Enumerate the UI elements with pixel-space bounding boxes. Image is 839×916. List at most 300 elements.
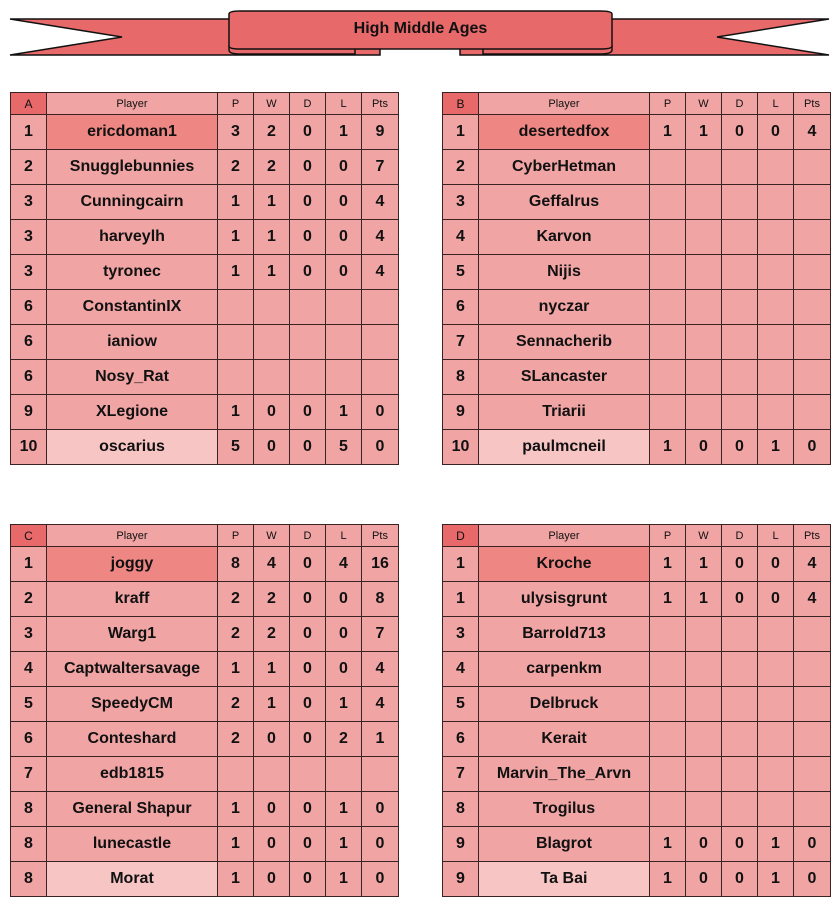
- rank-cell: 10: [443, 430, 479, 465]
- draws-cell: 0: [290, 862, 326, 897]
- points-cell: 4: [794, 115, 831, 150]
- wins-cell: [254, 360, 290, 395]
- wins-cell: 0: [686, 862, 722, 897]
- points-cell: [794, 395, 831, 430]
- standings-row: [11, 115, 399, 150]
- wins-cell: 1: [254, 652, 290, 687]
- played-cell: 2: [218, 687, 254, 722]
- points-cell: 0: [362, 792, 399, 827]
- wins-cell: 1: [686, 115, 722, 150]
- column-header-player: Player: [47, 525, 218, 547]
- played-cell: 2: [218, 617, 254, 652]
- losses-cell: [758, 325, 794, 360]
- column-header-w: W: [686, 93, 722, 115]
- rank-cell: 6: [11, 290, 47, 325]
- wins-cell: 1: [686, 582, 722, 617]
- player-cell: SpeedyCM: [47, 687, 218, 722]
- rank-cell: 1: [11, 115, 47, 150]
- draws-cell: [722, 360, 758, 395]
- draws-cell: 0: [290, 582, 326, 617]
- played-cell: [650, 290, 686, 325]
- losses-cell: 1: [326, 687, 362, 722]
- points-cell: [794, 757, 831, 792]
- draws-cell: [722, 792, 758, 827]
- player-cell: XLegione: [47, 395, 218, 430]
- points-cell: [794, 150, 831, 185]
- wins-cell: [254, 325, 290, 360]
- player-cell: Geffalrus: [479, 185, 650, 220]
- player-cell: tyronec: [47, 255, 218, 290]
- column-header-pts: Pts: [362, 525, 399, 547]
- header-row: [443, 93, 831, 115]
- points-cell: 0: [794, 430, 831, 465]
- wins-cell: 1: [254, 687, 290, 722]
- wins-cell: [686, 360, 722, 395]
- standings-row: [11, 757, 399, 792]
- standings-row: [11, 290, 399, 325]
- played-cell: [218, 360, 254, 395]
- standings-row: [443, 220, 831, 255]
- wins-cell: 1: [686, 547, 722, 582]
- standings-row: [11, 325, 399, 360]
- rank-cell: 3: [11, 185, 47, 220]
- points-cell: 4: [362, 220, 399, 255]
- played-cell: 1: [650, 827, 686, 862]
- player-cell: edb1815: [47, 757, 218, 792]
- losses-cell: [326, 757, 362, 792]
- wins-cell: 0: [686, 430, 722, 465]
- standings-row: [11, 827, 399, 862]
- played-cell: [650, 652, 686, 687]
- player-cell: Blagrot: [479, 827, 650, 862]
- draws-cell: [290, 325, 326, 360]
- column-header-l: L: [326, 525, 362, 547]
- points-cell: [362, 757, 399, 792]
- standings-row: [443, 115, 831, 150]
- losses-cell: 5: [326, 430, 362, 465]
- points-cell: 4: [794, 582, 831, 617]
- played-cell: [218, 757, 254, 792]
- player-cell: harveylh: [47, 220, 218, 255]
- draws-cell: [722, 255, 758, 290]
- draws-cell: 0: [722, 582, 758, 617]
- played-cell: 1: [218, 395, 254, 430]
- column-header-w: W: [686, 525, 722, 547]
- player-cell: Morat: [47, 862, 218, 897]
- wins-cell: [254, 757, 290, 792]
- rank-cell: 3: [443, 185, 479, 220]
- losses-cell: [758, 617, 794, 652]
- standings-row: [11, 722, 399, 757]
- losses-cell: 1: [326, 827, 362, 862]
- points-cell: [794, 617, 831, 652]
- draws-cell: [290, 360, 326, 395]
- column-header-d: D: [722, 525, 758, 547]
- losses-cell: [758, 150, 794, 185]
- played-cell: [650, 687, 686, 722]
- played-cell: 1: [218, 827, 254, 862]
- group-b-table: [442, 92, 831, 465]
- draws-cell: [722, 757, 758, 792]
- rank-cell: 2: [11, 150, 47, 185]
- standings-row: [443, 547, 831, 582]
- column-header-pts: Pts: [794, 93, 831, 115]
- losses-cell: [326, 360, 362, 395]
- draws-cell: [722, 617, 758, 652]
- rank-cell: 3: [443, 617, 479, 652]
- losses-cell: 1: [326, 115, 362, 150]
- wins-cell: [686, 757, 722, 792]
- played-cell: [650, 395, 686, 430]
- standings-row: [443, 255, 831, 290]
- losses-cell: [758, 290, 794, 325]
- points-cell: 16: [362, 547, 399, 582]
- rank-cell: 1: [11, 547, 47, 582]
- losses-cell: 0: [326, 582, 362, 617]
- standings-row: [443, 430, 831, 465]
- rank-cell: 4: [11, 652, 47, 687]
- played-cell: 8: [218, 547, 254, 582]
- player-cell: Sennacherib: [479, 325, 650, 360]
- losses-cell: [758, 395, 794, 430]
- losses-cell: [758, 255, 794, 290]
- group-label: D: [443, 525, 479, 547]
- group-label: B: [443, 93, 479, 115]
- played-cell: 1: [650, 547, 686, 582]
- rank-cell: 5: [443, 687, 479, 722]
- standings-row: [11, 430, 399, 465]
- group-label: C: [11, 525, 47, 547]
- played-cell: 1: [650, 430, 686, 465]
- draws-cell: 0: [290, 652, 326, 687]
- wins-cell: [254, 290, 290, 325]
- rank-cell: 8: [443, 360, 479, 395]
- rank-cell: 2: [443, 150, 479, 185]
- player-cell: desertedfox: [479, 115, 650, 150]
- played-cell: 1: [650, 115, 686, 150]
- standings-row: [11, 395, 399, 430]
- draws-cell: [722, 150, 758, 185]
- header-row: [11, 93, 399, 115]
- rank-cell: 8: [443, 792, 479, 827]
- column-header-d: D: [290, 525, 326, 547]
- rank-cell: 9: [11, 395, 47, 430]
- played-cell: 2: [218, 582, 254, 617]
- header-row: [443, 525, 831, 547]
- played-cell: 1: [650, 862, 686, 897]
- played-cell: 1: [218, 220, 254, 255]
- losses-cell: [758, 687, 794, 722]
- column-header-p: P: [650, 93, 686, 115]
- standings-row: [443, 792, 831, 827]
- rank-cell: 1: [443, 115, 479, 150]
- draws-cell: 0: [290, 185, 326, 220]
- draws-cell: [722, 290, 758, 325]
- losses-cell: 0: [326, 652, 362, 687]
- player-cell: Cunningcairn: [47, 185, 218, 220]
- standings-row: [11, 652, 399, 687]
- points-cell: 4: [794, 547, 831, 582]
- wins-cell: 2: [254, 582, 290, 617]
- column-header-player: Player: [47, 93, 218, 115]
- rank-cell: 3: [11, 255, 47, 290]
- losses-cell: 0: [758, 582, 794, 617]
- losses-cell: 1: [758, 827, 794, 862]
- points-cell: 1: [362, 722, 399, 757]
- draws-cell: 0: [290, 617, 326, 652]
- standings-row: [11, 255, 399, 290]
- player-cell: Nijis: [479, 255, 650, 290]
- losses-cell: [758, 220, 794, 255]
- standings-row: [443, 150, 831, 185]
- player-cell: Marvin_The_Arvn: [479, 757, 650, 792]
- played-cell: 5: [218, 430, 254, 465]
- player-cell: lunecastle: [47, 827, 218, 862]
- losses-cell: [758, 757, 794, 792]
- wins-cell: [686, 290, 722, 325]
- player-cell: ericdoman1: [47, 115, 218, 150]
- points-cell: [794, 360, 831, 395]
- draws-cell: 0: [290, 722, 326, 757]
- standings-row: [443, 617, 831, 652]
- wins-cell: [686, 687, 722, 722]
- points-cell: 0: [362, 395, 399, 430]
- wins-cell: 1: [254, 185, 290, 220]
- rank-cell: 8: [11, 862, 47, 897]
- draws-cell: [290, 290, 326, 325]
- wins-cell: 0: [254, 827, 290, 862]
- losses-cell: [758, 652, 794, 687]
- played-cell: [650, 255, 686, 290]
- draws-cell: 0: [722, 115, 758, 150]
- draws-cell: 0: [290, 115, 326, 150]
- rank-cell: 9: [443, 395, 479, 430]
- points-cell: [362, 325, 399, 360]
- column-header-d: D: [290, 93, 326, 115]
- draws-cell: 0: [722, 862, 758, 897]
- wins-cell: 1: [254, 220, 290, 255]
- column-header-p: P: [650, 525, 686, 547]
- rank-cell: 6: [443, 290, 479, 325]
- played-cell: [218, 290, 254, 325]
- standings-row: [443, 862, 831, 897]
- column-header-p: P: [218, 525, 254, 547]
- played-cell: 1: [218, 792, 254, 827]
- played-cell: [650, 722, 686, 757]
- points-cell: 0: [362, 430, 399, 465]
- losses-cell: [326, 290, 362, 325]
- standings-row: [443, 185, 831, 220]
- points-cell: [794, 687, 831, 722]
- standings-row: [11, 185, 399, 220]
- wins-cell: [686, 255, 722, 290]
- points-cell: 8: [362, 582, 399, 617]
- wins-cell: [686, 150, 722, 185]
- wins-cell: 0: [254, 430, 290, 465]
- points-cell: [794, 722, 831, 757]
- column-header-pts: Pts: [362, 93, 399, 115]
- losses-cell: 1: [758, 430, 794, 465]
- wins-cell: 0: [254, 792, 290, 827]
- played-cell: 1: [218, 652, 254, 687]
- wins-cell: 4: [254, 547, 290, 582]
- draws-cell: [722, 652, 758, 687]
- rank-cell: 9: [443, 862, 479, 897]
- rank-cell: 2: [11, 582, 47, 617]
- player-cell: Ta Bai: [479, 862, 650, 897]
- player-cell: joggy: [47, 547, 218, 582]
- page-title: High Middle Ages: [353, 20, 488, 37]
- standings-row: [443, 360, 831, 395]
- points-cell: 4: [362, 185, 399, 220]
- wins-cell: [686, 792, 722, 827]
- points-cell: [794, 325, 831, 360]
- player-cell: Triarii: [479, 395, 650, 430]
- losses-cell: 2: [326, 722, 362, 757]
- draws-cell: [722, 395, 758, 430]
- draws-cell: 0: [290, 150, 326, 185]
- standings-row: [443, 757, 831, 792]
- wins-cell: 0: [254, 395, 290, 430]
- rank-cell: 4: [443, 220, 479, 255]
- losses-cell: 1: [758, 862, 794, 897]
- standings-row: [443, 290, 831, 325]
- rank-cell: 5: [11, 687, 47, 722]
- rank-cell: 5: [443, 255, 479, 290]
- rank-cell: 4: [443, 652, 479, 687]
- draws-cell: 0: [290, 430, 326, 465]
- points-cell: [794, 185, 831, 220]
- player-cell: Delbruck: [479, 687, 650, 722]
- standings-row: [11, 220, 399, 255]
- column-header-player: Player: [479, 93, 650, 115]
- rank-cell: 8: [11, 827, 47, 862]
- column-header-d: D: [722, 93, 758, 115]
- wins-cell: [686, 185, 722, 220]
- column-header-p: P: [218, 93, 254, 115]
- played-cell: 2: [218, 150, 254, 185]
- player-cell: Captwaltersavage: [47, 652, 218, 687]
- player-cell: Kroche: [479, 547, 650, 582]
- points-cell: 4: [362, 687, 399, 722]
- column-header-w: W: [254, 525, 290, 547]
- played-cell: [650, 792, 686, 827]
- losses-cell: 0: [326, 617, 362, 652]
- wins-cell: 2: [254, 617, 290, 652]
- points-cell: [362, 360, 399, 395]
- standings-row: [443, 325, 831, 360]
- standings-row: [443, 652, 831, 687]
- losses-cell: [758, 722, 794, 757]
- rank-cell: 1: [443, 547, 479, 582]
- losses-cell: 0: [758, 115, 794, 150]
- player-cell: Karvon: [479, 220, 650, 255]
- wins-cell: [686, 652, 722, 687]
- column-header-l: L: [758, 93, 794, 115]
- losses-cell: [326, 325, 362, 360]
- played-cell: [650, 185, 686, 220]
- points-cell: [794, 652, 831, 687]
- rank-cell: 7: [11, 757, 47, 792]
- wins-cell: 0: [686, 827, 722, 862]
- draws-cell: [722, 687, 758, 722]
- losses-cell: [758, 185, 794, 220]
- played-cell: [650, 150, 686, 185]
- wins-cell: 2: [254, 115, 290, 150]
- points-cell: [362, 290, 399, 325]
- draws-cell: 0: [290, 220, 326, 255]
- played-cell: 3: [218, 115, 254, 150]
- standings-row: [11, 617, 399, 652]
- rank-cell: 3: [11, 617, 47, 652]
- draws-cell: [290, 757, 326, 792]
- wins-cell: [686, 220, 722, 255]
- rank-cell: 10: [11, 430, 47, 465]
- draws-cell: [722, 325, 758, 360]
- draws-cell: [722, 220, 758, 255]
- losses-cell: 0: [326, 220, 362, 255]
- wins-cell: 0: [254, 862, 290, 897]
- rank-cell: 1: [443, 582, 479, 617]
- standings-row: [11, 792, 399, 827]
- played-cell: [650, 617, 686, 652]
- played-cell: [650, 220, 686, 255]
- standings-row: [443, 827, 831, 862]
- draws-cell: 0: [290, 792, 326, 827]
- points-cell: 0: [362, 827, 399, 862]
- rank-cell: 8: [11, 792, 47, 827]
- draws-cell: 0: [290, 547, 326, 582]
- player-cell: kraff: [47, 582, 218, 617]
- group-c-table: [10, 524, 399, 897]
- losses-cell: 4: [326, 547, 362, 582]
- losses-cell: 0: [758, 547, 794, 582]
- player-cell: ianiow: [47, 325, 218, 360]
- draws-cell: [722, 722, 758, 757]
- standings-row: [11, 582, 399, 617]
- points-cell: [794, 255, 831, 290]
- draws-cell: [722, 185, 758, 220]
- played-cell: [650, 325, 686, 360]
- rank-cell: 6: [11, 360, 47, 395]
- player-cell: SLancaster: [479, 360, 650, 395]
- standings-row: [443, 395, 831, 430]
- rank-cell: 3: [11, 220, 47, 255]
- draws-cell: 0: [722, 827, 758, 862]
- played-cell: 1: [218, 255, 254, 290]
- played-cell: 1: [218, 185, 254, 220]
- draws-cell: 0: [290, 827, 326, 862]
- played-cell: 1: [650, 582, 686, 617]
- draws-cell: 0: [290, 395, 326, 430]
- standings-row: [11, 360, 399, 395]
- points-cell: 7: [362, 617, 399, 652]
- points-cell: 4: [362, 255, 399, 290]
- points-cell: 7: [362, 150, 399, 185]
- rank-cell: 6: [11, 722, 47, 757]
- played-cell: 1: [218, 862, 254, 897]
- player-cell: oscarius: [47, 430, 218, 465]
- played-cell: [650, 757, 686, 792]
- points-cell: 0: [362, 862, 399, 897]
- wins-cell: 2: [254, 150, 290, 185]
- losses-cell: 1: [326, 792, 362, 827]
- title-banner: [0, 0, 839, 60]
- player-cell: Conteshard: [47, 722, 218, 757]
- points-cell: 0: [794, 827, 831, 862]
- group-label: A: [11, 93, 47, 115]
- played-cell: [218, 325, 254, 360]
